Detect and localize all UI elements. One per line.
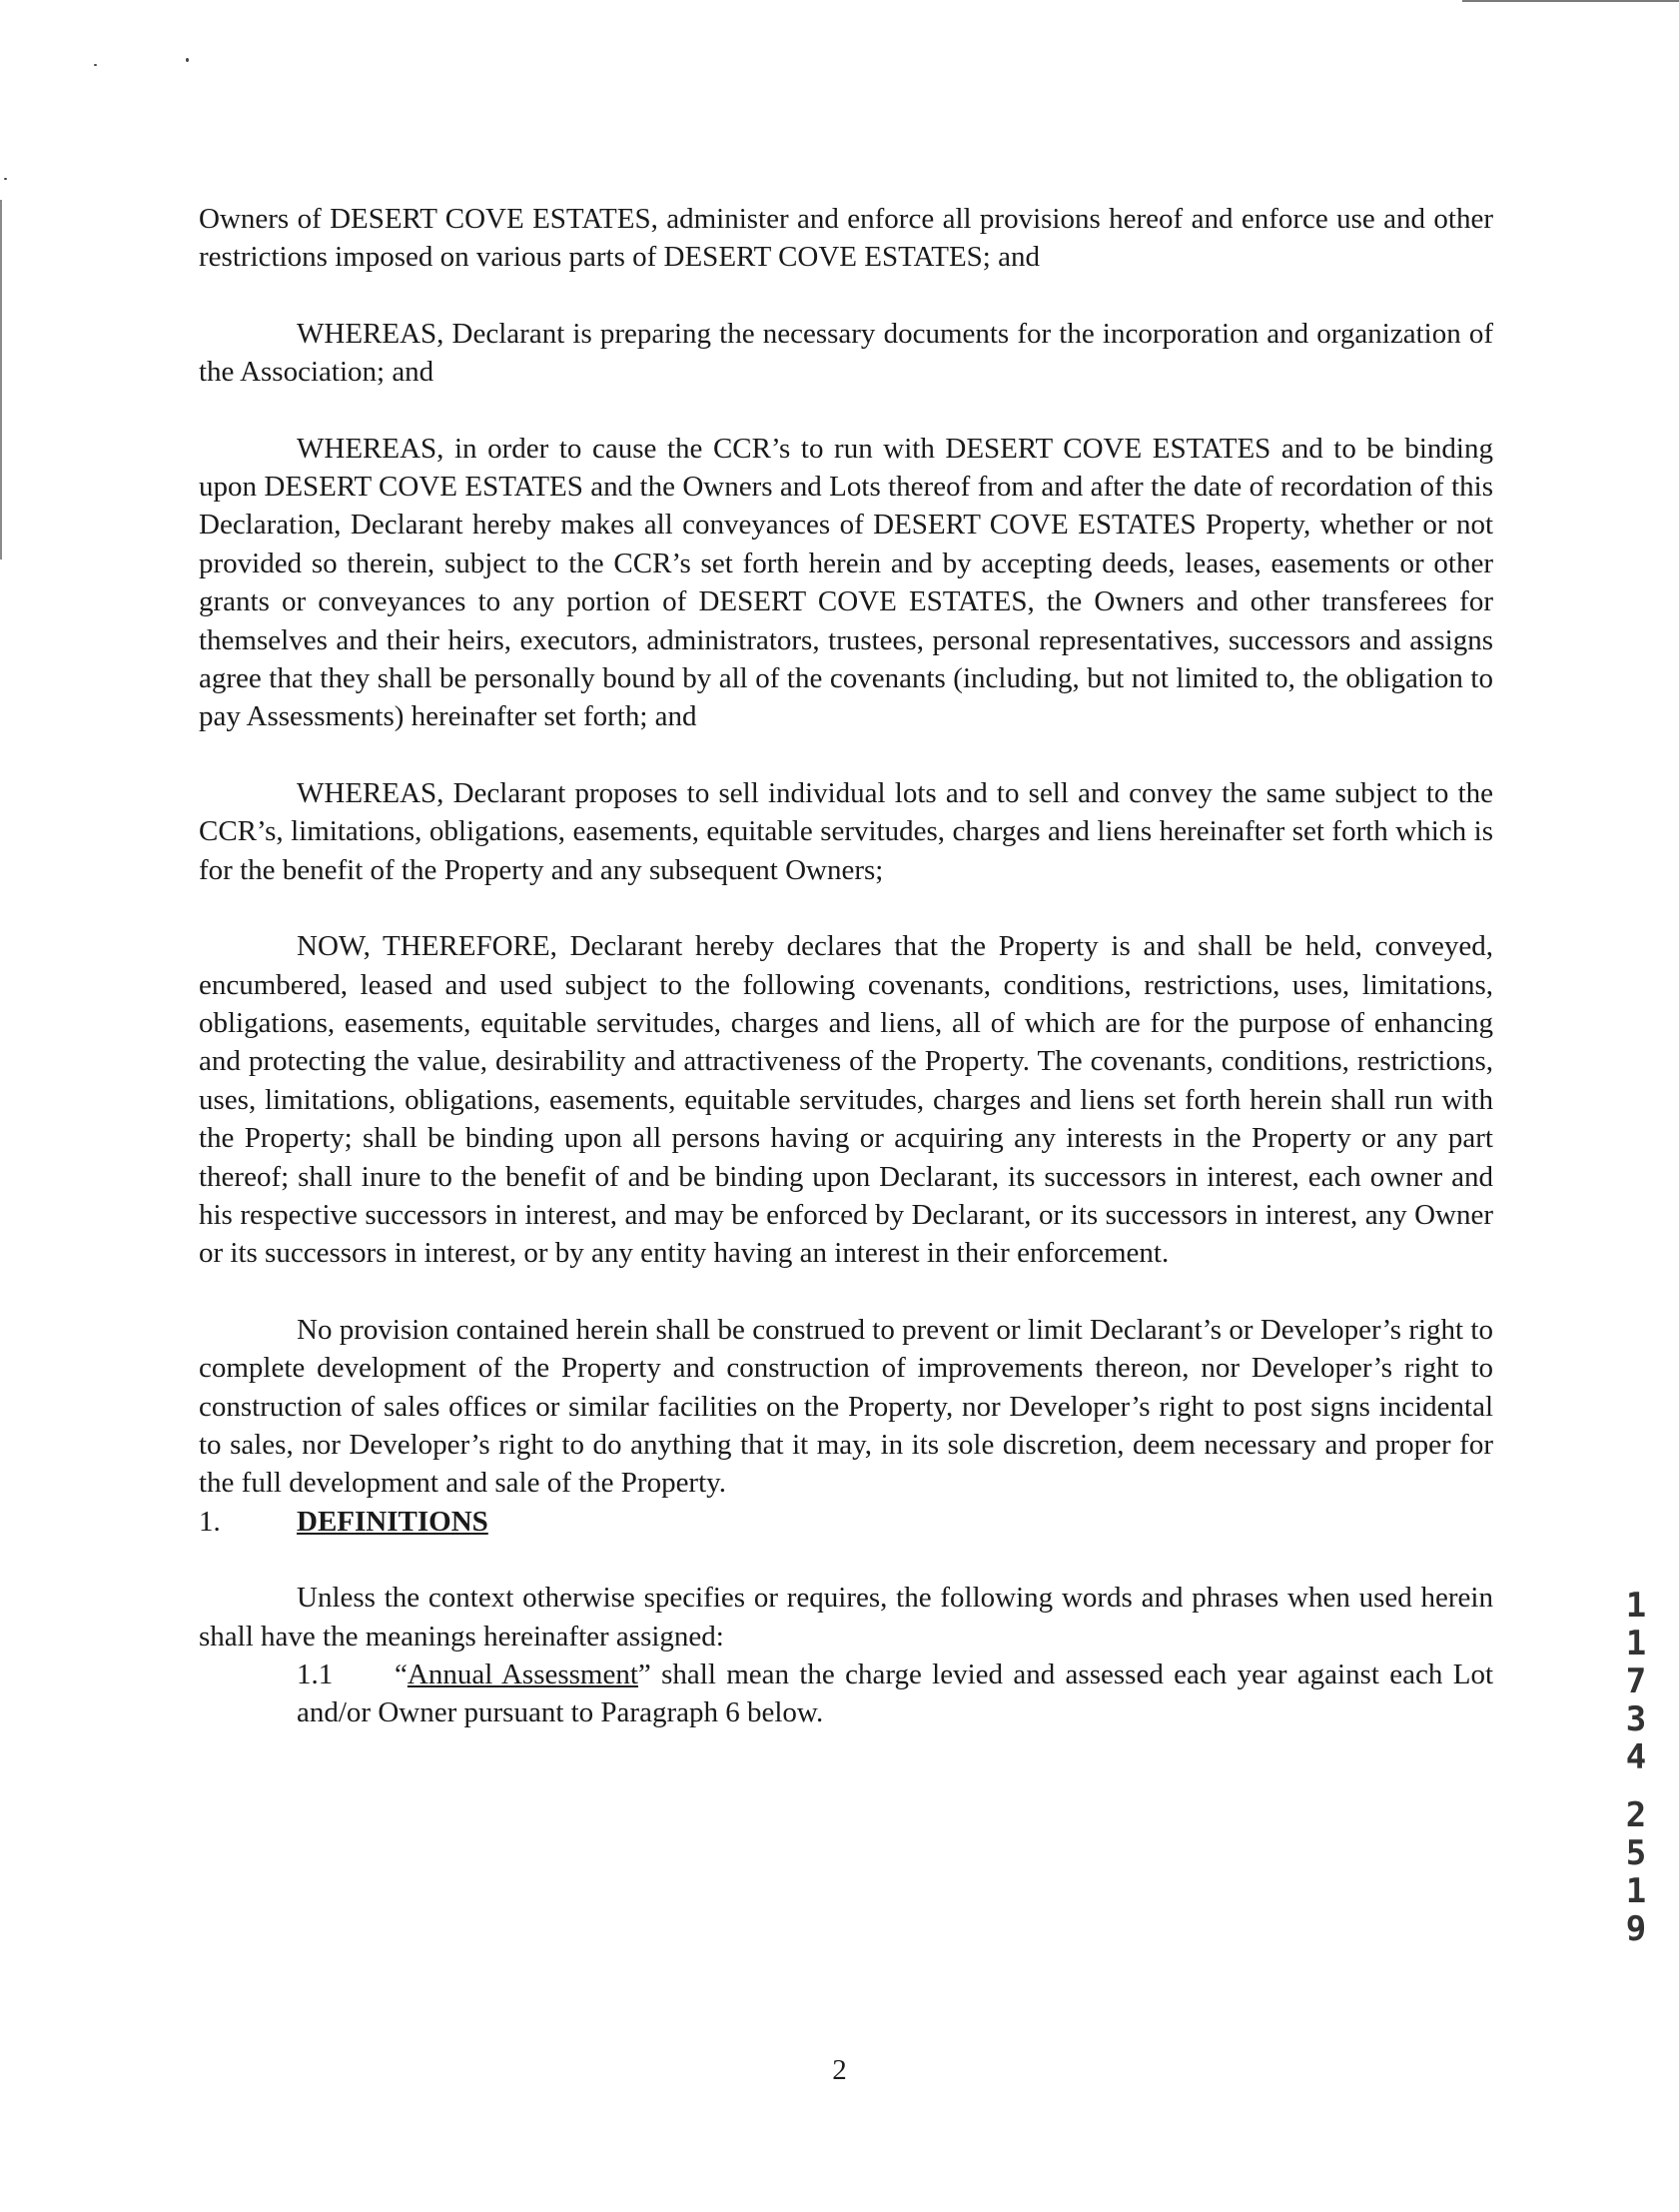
paragraph-owners-continuation: Owners of DESERT COVE ESTATES, administer and enforce all provisions hereof and enforce use and other restrictions imposed on various parts of DESERT COVE ESTATES; and: [199, 203, 1493, 274]
definition-annual-assessment: [297, 1656, 1493, 1732]
section-number: 1.: [199, 1505, 221, 1538]
section-title: DEFINITIONS: [297, 1505, 488, 1538]
code-digit: 9: [1625, 1909, 1647, 1949]
code-digit: 5: [1625, 1833, 1647, 1873]
paragraph-whereas-sell-lots: WHEREAS, Declarant proposes to sell individual lots and to sell and convey the same subject to the CCR’s, limitations, obligations, easements, equitable servitudes, charges and liens hereinafter set forth which is for the benefit of the Property and any subsequent Owners;: [199, 776, 1493, 886]
code-spacer: [1616, 1776, 1656, 1796]
code-digit: 3: [1625, 1699, 1647, 1739]
code-digit: 4: [1625, 1737, 1647, 1777]
definition-open-quote: “: [395, 1659, 408, 1690]
paragraph-whereas-association: WHEREAS, Declarant is preparing the necessary documents for the incorporation and organization of the Association; and: [199, 317, 1493, 389]
paragraph-now-therefore: NOW, THEREFORE, Declarant hereby declares that the Property is and shall be held, conveyed, encumbered, leased and used subject to the following covenants, conditions, restrictions, uses, limitations, obligations, easements, equitable servitudes, charges and liens, all of which are for the purpose of enhancing and protecting the value, desirability and attractiveness of the Property. The covenants, conditions, restrictions, uses, limitations, obligations, easements, equitable servitudes, charges and liens set forth herein shall run with the Property; shall be binding upon all persons having or acquiring any interests in the Property or any part thereof; shall inure to the benefit of and be binding upon Declarant, its successors in interest, each owner and his respective successors in interest, and may be enforced by Declarant, or its successors in interest, any Owner or its successors in interest, or by any entity having an interest in their enforcement.: [199, 930, 1493, 1270]
code-digit: 7: [1625, 1661, 1647, 1701]
code-digit: 1: [1625, 1871, 1647, 1911]
definition-text: ” shall mean the charge levied and assessed each year against each Lot and/or Owner pursuant to Paragraph 6 below.: [297, 1659, 1493, 1729]
scan-speck: [94, 64, 97, 66]
code-digit: 1: [1625, 1586, 1647, 1626]
code-digit: 2: [1625, 1795, 1647, 1835]
definitions-intro: Unless the context otherwise specifies or requires, the following words and phrases when used herein shall have the meanings hereinafter assigned:: [199, 1582, 1493, 1653]
scan-speck: [4, 178, 7, 180]
definition-term: Annual Assessment: [407, 1659, 638, 1690]
scan-edge-line-top: [1462, 0, 1679, 2]
scan-edge-line-left: [0, 200, 2, 559]
side-recording-code: [1616, 1587, 1656, 1948]
definition-number: 1.1: [297, 1659, 334, 1690]
section-heading-definitions: [199, 1503, 1493, 1541]
document-body: [199, 200, 1493, 1732]
paragraph-no-provision: No provision contained herein shall be construed to prevent or limit Declarant’s or Developer’s right to complete development of the Property and construction of improvements thereon, nor Developer’s right to construction of sales offices or similar facilities on the Property, nor Developer’s right to post signs incidental to sales, nor Developer’s right to do anything that it may, in its sole discretion, deem necessary and proper for the full development and sale of the Property.: [199, 1313, 1493, 1500]
paragraph-whereas-ccrs: WHEREAS, in order to cause the CCR’s to run with DESERT COVE ESTATES and to be binding upon DESERT COVE ESTATES and the Owners and Lots thereof from and after the date of recordation of this Declaration, Declarant hereby makes all conveyances of DESERT COVE ESTATES Property, whether or not provided so therein, subject to the CCR’s set forth herein and by accepting deeds, leases, easements or other grants or conveyances to any portion of DESERT COVE ESTATES, the Owners and other transferees for themselves and their heirs, executors, administrators, trustees, personal representatives, successors and assigns agree that they shall be personally bound by all of the covenants (including, but not limited to, the obligation to pay Assessments) hereinafter set forth; and: [199, 432, 1493, 733]
code-digit: 1: [1625, 1624, 1647, 1663]
scan-speck: [186, 58, 189, 62]
page-number: 2: [832, 2054, 847, 2086]
